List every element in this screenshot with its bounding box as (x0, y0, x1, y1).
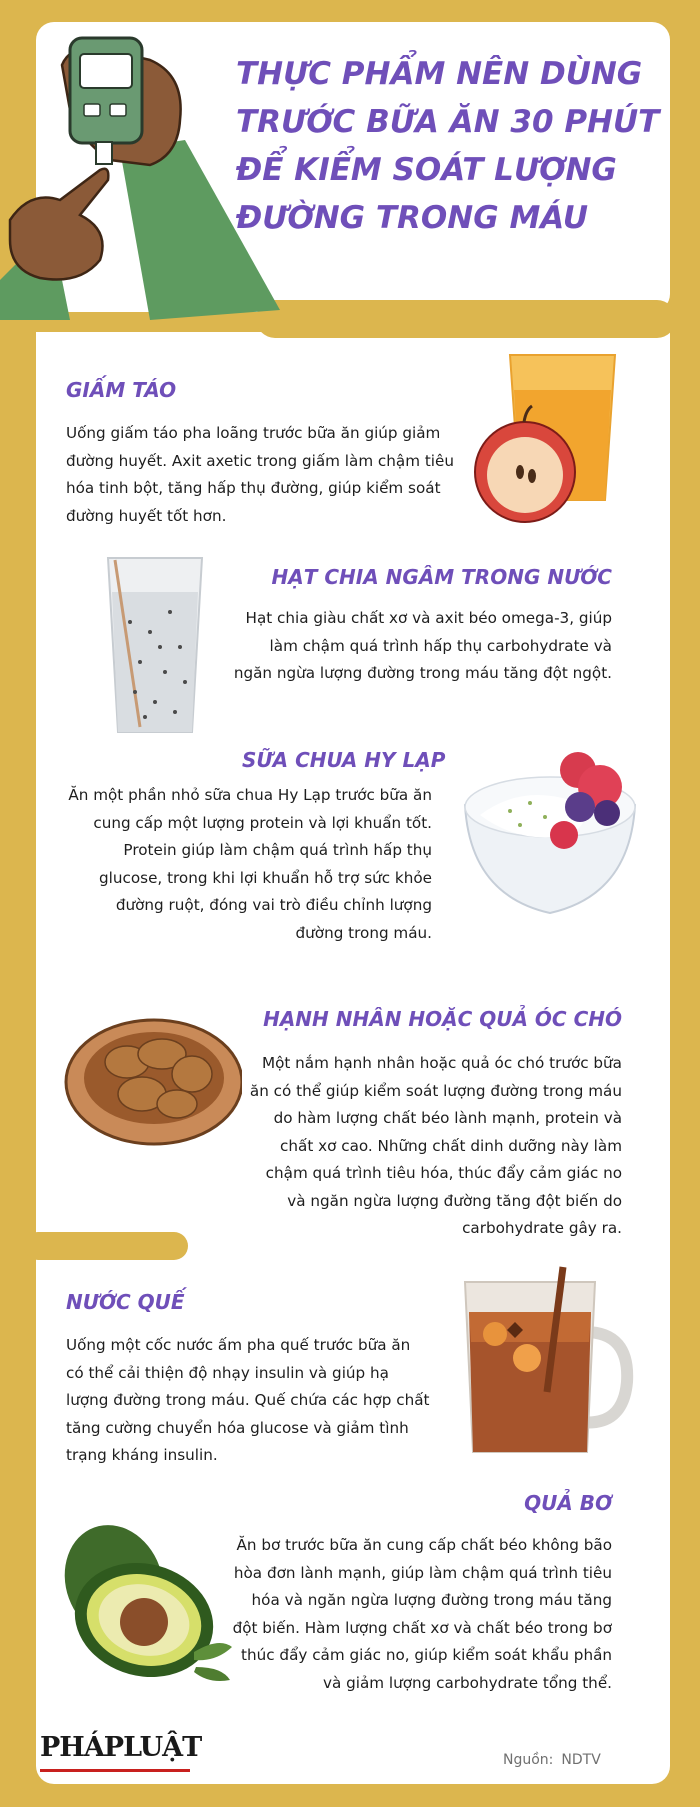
text-line: Ăn bơ trước bữa ăn cung cấp chất béo không bão (236, 1536, 612, 1554)
avocado-illustration (44, 1522, 234, 1687)
page-title (236, 50, 660, 242)
text-line: Một nắm hạnh nhân hoặc quả óc chó trước bữa (262, 1054, 622, 1072)
section-heading-avocado: QUẢ BƠ (524, 1491, 612, 1515)
text-line: Ăn một phần nhỏ sữa chua Hy Lạp trước bữa ăn (68, 786, 432, 804)
text-line: đột biến. Hàm lượng chất xơ và chất béo trong bơ (232, 1618, 612, 1637)
chia-glass-illustration (100, 552, 210, 742)
brand-logo (40, 1732, 202, 1772)
cinnamon-tea-illustration (455, 1262, 635, 1472)
text-line: hóa và ngăn ngừa lượng đường trong máu tăng (251, 1591, 612, 1609)
title-line: THỰC PHẨM NÊN DÙNG (236, 56, 643, 92)
source-value: NDTV (561, 1752, 601, 1768)
text-line: cung cấp một lượng protein và lợi khuẩn tốt. (93, 813, 432, 832)
source-credit (503, 1752, 601, 1768)
text-line: carbohydrate gây ra. (462, 1219, 622, 1237)
section-text-chia (234, 605, 612, 688)
brand-logo-underline (40, 1769, 190, 1772)
text-line: hóa tinh bột, tăng hấp thụ đường, giúp kiểm soát (66, 479, 441, 497)
section-text-nuts (250, 1050, 622, 1243)
text-line: hòa đơn lành mạnh, giúp làm chậm quá trình tiêu (233, 1563, 612, 1582)
section-text-avocado (233, 1532, 612, 1697)
text-line: đường huyết. Axit axetic trong giấm làm chậm tiêu (66, 451, 454, 470)
apple-vinegar-illustration (460, 350, 630, 535)
text-line: chậm quá trình tiêu hóa, thúc đẩy cảm giác no (265, 1164, 622, 1182)
title-line: TRƯỚC BỮA ĂN 30 PHÚT (236, 104, 660, 140)
text-line: tăng cường chuyển hóa glucose và giảm tình (66, 1418, 409, 1437)
section-heading-cinnamon: NƯỚC QUẾ (66, 1290, 185, 1314)
text-line: ăn có thể giúp kiểm soát lượng đường trong máu (249, 1081, 622, 1100)
text-line: Hạt chia giàu chất xơ và axit béo omega-3, giúp (245, 609, 612, 627)
section-heading-nuts: HẠNH NHÂN HOẶC QUẢ ÓC CHÓ (263, 1007, 622, 1031)
text-line: Protein giúp làm chậm quá trình hấp thụ (123, 841, 432, 859)
text-line: trạng kháng insulin. (66, 1446, 218, 1464)
header-tab (256, 300, 676, 338)
text-line: đường trong máu. (295, 923, 432, 942)
text-line: đường ruột, đóng vai trò điều chỉnh lượng (115, 896, 432, 914)
yogurt-bowl-illustration (460, 745, 640, 920)
text-line: và giảm lượng carbohydrate tổng thể. (322, 1673, 612, 1692)
text-line: do hàm lượng chất béo lành mạnh, protein và (273, 1109, 622, 1127)
section-heading-yogurt: SỮA CHUA HY LẠP (242, 748, 446, 772)
text-line: thúc đẩy cảm giác no, giúp kiểm soát khẩu phần (241, 1646, 612, 1664)
text-line: chất xơ cao. Những chất dinh dưỡng này làm (280, 1136, 622, 1155)
text-line: lượng đường trong máu. Quế chứa các hợp chất (66, 1391, 430, 1409)
text-line: Uống giấm táo pha loãng trước bữa ăn giúp giảm (66, 424, 441, 442)
text-line: làm chậm quá trình hấp thụ carbohydrate và (269, 636, 612, 655)
divider-tab (24, 1232, 188, 1260)
section-text-yogurt (68, 782, 432, 947)
brand-logo-text: PHÁPLUẬT (40, 1732, 202, 1763)
text-line: và ngăn ngừa lượng đường tăng đột biến do (287, 1191, 622, 1210)
walnut-illustration (62, 1012, 242, 1152)
text-line: glucose, trong khi lợi khuẩn hỗ trợ sức khỏe (99, 868, 432, 887)
title-line: ĐƯỜNG TRONG MÁU (236, 200, 589, 236)
text-line: đường huyết tốt hơn. (66, 506, 227, 525)
source-label: Nguồn: (503, 1752, 554, 1768)
section-text-apple-vinegar (66, 420, 454, 530)
text-line: ngăn ngừa lượng đường trong máu tăng đột ngột. (233, 664, 612, 682)
section-text-cinnamon (66, 1332, 429, 1470)
text-line: có thể cải thiện độ nhạy insulin và giúp hạ (66, 1363, 389, 1382)
section-heading-chia: HẠT CHIA NGÂM TRONG NƯỚC (271, 565, 612, 589)
title-line: ĐỂ KIỂM SOÁT LƯỢNG (236, 152, 617, 188)
text-line: Uống một cốc nước ấm pha quế trước bữa ăn (66, 1336, 411, 1354)
section-heading-apple-vinegar: GIẤM TÁO (66, 378, 177, 402)
